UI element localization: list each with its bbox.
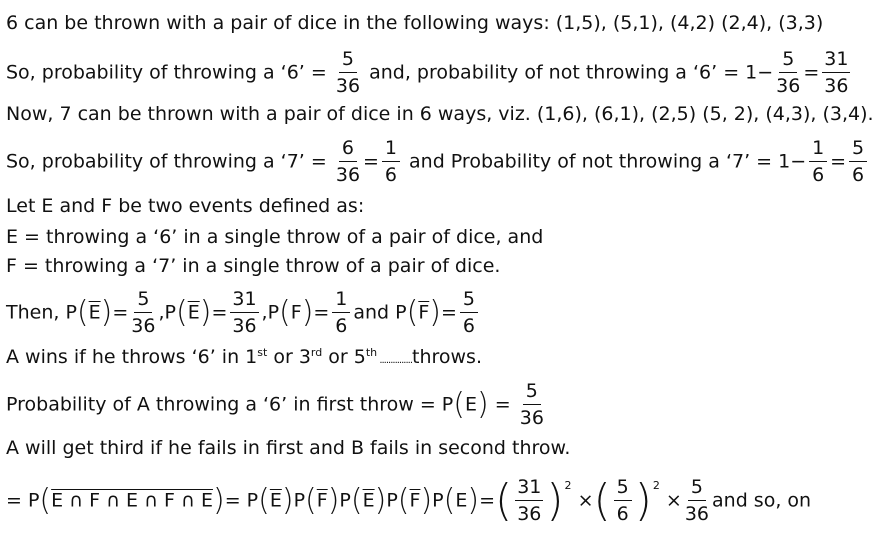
fraction: $\frac{5}{36}$ [684,476,710,525]
line-10: Probability of A throwing a ‘6’ in first throw = P(E) = $\frac{5}{36}$ [6,380,544,429]
ordinal-rd: rd [310,346,323,359]
line-8: Then, $P(\overline{E})=$ $\frac{5}{36}$ $,P(\overline{E})=$ $\frac{31}{36}$ ,P(F)= $\frac{1}{6}$ and $P(\overline{F})=$ $\frac{5}{6}$ [6,290,481,336]
line-12-text-b: = P [224,489,259,512]
line-10-text-a: Probability of A throwing a ‘6’ in first throw = P [6,393,454,416]
line-12: = P(E ∩ F ∩ E ∩ F ∩ $E)= P(\overline{E})P(\overline{F})P(\overline{E})P(\overline{F})P(E)=$( $\frac{31}{36}$ )$^2$ ×( $\frac{5}{6}$ )$^2$ × $\frac{5}{36}$ and so, on [6,475,812,526]
fraction: $\frac{5}{36}$ [519,380,544,429]
p-symbol: P [339,489,351,512]
f-complement: $\overline{F}$ [409,489,421,512]
line-11-text: A will get third if he fails in first and B fails in second throw. [6,437,571,459]
fraction: $\frac{5}{36}$ [335,48,361,97]
equals-sign: = [830,150,847,173]
times-sign: × [577,489,594,512]
fraction: $\frac{31}{36}$ [824,48,849,97]
fraction: $\frac{5}{6}$ [614,478,632,524]
e-event: E [455,489,468,512]
line-3-text: Now, 7 can be thrown with a pair of dice in 6 ways, viz. (1,6), (6,1), (2,5) (5, 2), (4,3), (3,4). [6,103,874,125]
intersection-expression: E ∩ F ∩ E ∩ F ∩ E [51,489,213,512]
e-event: E [464,393,477,416]
line-4-text-b: and Probability of not throwing a ‘7’ = 1− [409,150,807,173]
equals-sign: = [363,150,379,173]
line-12-end: and so, on [712,489,812,512]
line-8-then: Then, P [6,301,77,324]
fraction: $\frac{1}{6}$ [382,139,400,185]
fraction: $\frac{6}{36}$ [335,137,361,186]
line-6-text: E = throwing a ‘6’ in a single throw of a pair of dice, and [6,226,544,248]
fraction: $\frac{31}{36}$ [517,476,542,525]
ordinal-st: st [257,346,268,359]
line-5 [6,197,364,216]
line-9-text-a: A wins if he throws ‘6’ in 1 [6,346,258,368]
p-symbol: P [386,489,398,512]
line-9 [6,348,482,367]
fraction: $\frac{1}{6}$ [809,139,827,185]
line-4-text-a: So, probability of throwing a ‘7’ = [6,150,327,173]
f-complement: $\overline{F}$ [418,301,430,324]
times-sign: × [665,489,682,512]
line-8-and: and P [353,301,407,324]
exponent: 2 [652,478,660,492]
f-event: F [290,301,302,324]
e-complement: $\overline{E}$ [269,489,282,512]
line-7-text: F = throwing a ‘7’ in a single throw of a pair of dice. [6,255,501,277]
ordinal-th: th [365,346,378,359]
line-1-text: 6 can be thrown with a pair of dice in the following ways: (1,5), (5,1), (4,2) (2,4), (3,3) [6,12,824,34]
line-7 [6,257,500,276]
fraction: $\frac{5}{36}$ [776,48,801,97]
line-9-text-b: or 3 [267,346,311,368]
line-8-p2: ,P [158,301,176,324]
line-10-text-b: = [488,393,511,416]
fraction: $\frac{1}{6}$ [332,290,350,336]
equals-sign: = [479,489,496,512]
line-2-text-a: So, probability of throwing a ‘6’ = [6,61,327,84]
line-2-text-b: and, probability of not throwing a ‘6’ = 1− [369,61,774,84]
line-9-text-c: or 5 [322,346,366,368]
line-9-text-d: throws. [412,346,482,368]
p-symbol: P [432,489,444,512]
exponent: 2 [564,478,572,492]
line-3 [6,105,874,124]
line-4 [6,139,870,185]
line-1 [6,14,823,33]
line-11 [6,439,570,458]
fraction: $\frac{5}{6}$ [849,139,867,185]
line-5-text: Let E and F be two events defined as: [6,195,365,217]
dots: ............... [377,355,412,366]
line-2 [6,50,853,96]
fraction: $\frac{31}{36}$ [232,288,257,337]
fraction: $\frac{5}{6}$ [460,290,478,336]
line-6 [6,228,543,247]
fraction: $\frac{5}{36}$ [131,288,156,337]
f-complement: $\overline{F}$ [316,489,328,512]
e-complement: $\overline{E}$ [187,301,200,324]
line-12-text-a: = P [6,489,40,512]
equals-sign: = [803,61,820,84]
line-8-p3: ,P [261,301,280,324]
p-symbol: P [293,489,306,512]
e-complement: $\overline{E}$ [362,489,375,512]
e-complement: $\overline{E}$ [88,301,101,324]
